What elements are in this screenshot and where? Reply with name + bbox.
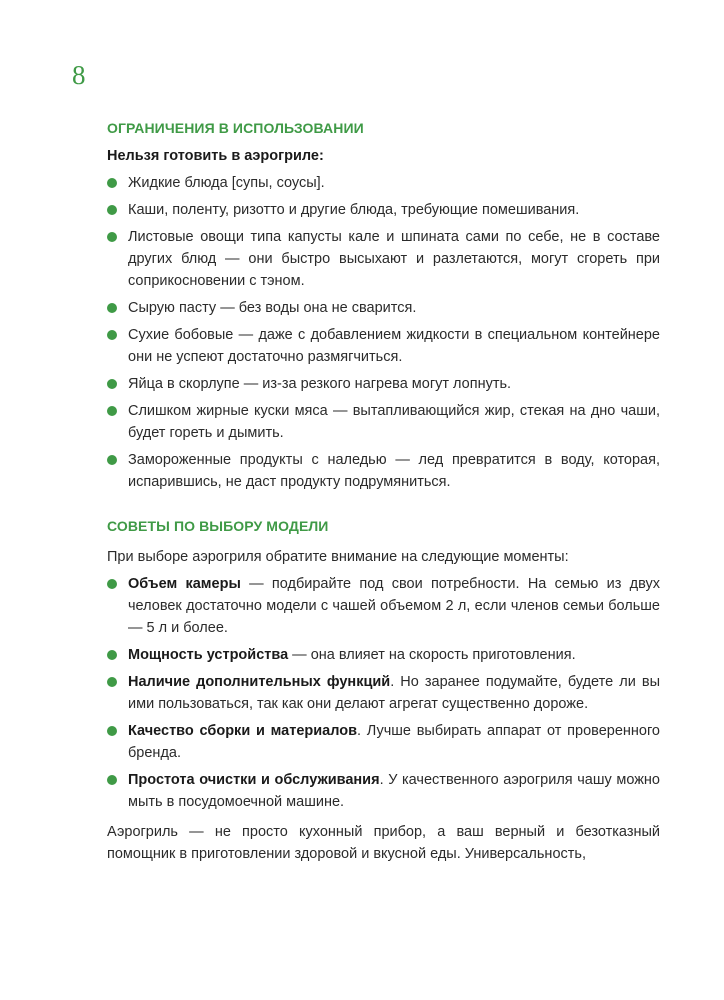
list-item-text: Сухие бобовые — даже с добавлением жидкости в специальном контейнере они не успеют достаточно размягчиться. bbox=[128, 327, 660, 365]
closing-paragraph: Аэрогриль — не просто кухонный прибор, а ваш верный и безотказный помощник в приготовлении здоровой и вкусной еды. Универсальность, bbox=[107, 824, 660, 862]
tip-term: Мощность устройства bbox=[128, 647, 289, 663]
page-content bbox=[107, 117, 660, 865]
list-item bbox=[107, 573, 660, 639]
list-item-text: Каши, поленту, ризотто и другие блюда, требующие помешивания. bbox=[128, 202, 580, 218]
list-item bbox=[107, 644, 660, 666]
list-item bbox=[107, 769, 660, 813]
bullet-dot-icon bbox=[107, 406, 117, 416]
tip-text: — она влияет на скорость приготовления. bbox=[288, 647, 576, 663]
bullet-dot-icon bbox=[107, 232, 117, 242]
tip-term: Наличие дополнительных функций bbox=[128, 674, 391, 690]
list-item bbox=[107, 324, 660, 368]
list-item-text: Листовые овощи типа капусты кале и шпината сами по себе, не в составе других блюд — они быстро высыхают и разлетаются, могут сгореть при соприкосновении с тэном. bbox=[128, 229, 660, 289]
tip-term: Объем камеры bbox=[128, 576, 241, 592]
list-item bbox=[107, 449, 660, 493]
list-item-text: Сырую пасту — без воды она не сварится. bbox=[128, 300, 417, 316]
list-item bbox=[107, 373, 660, 395]
bullet-dot-icon bbox=[107, 650, 117, 660]
tip-text: . Лучше выбирать аппарат от проверенного бренда. bbox=[128, 723, 660, 761]
bullet-dot-icon bbox=[107, 303, 117, 313]
bullet-dot-icon bbox=[107, 330, 117, 340]
intro-paragraph: При выборе аэрогриля обратите внимание на следующие моменты: bbox=[107, 549, 569, 565]
bullet-dot-icon bbox=[107, 677, 117, 687]
list-item-text: Слишком жирные куски мяса — вытапливающийся жир, стекая на дно чаши, будет гореть и дымить. bbox=[128, 403, 660, 441]
section-title-limitations: ОГРАНИЧЕНИЯ В ИСПОЛЬЗОВАНИИ bbox=[107, 120, 364, 136]
list-item bbox=[107, 400, 660, 444]
list-item bbox=[107, 199, 660, 221]
bullet-dot-icon bbox=[107, 726, 117, 736]
model-tips-list bbox=[107, 573, 660, 813]
bullet-dot-icon bbox=[107, 579, 117, 589]
tip-term: Качество сборки и материалов bbox=[128, 723, 358, 739]
bullet-dot-icon bbox=[107, 455, 117, 465]
list-item-text: Яйца в скорлупе — из-за резкого нагрева могут лопнуть. bbox=[128, 376, 512, 392]
list-item bbox=[107, 720, 660, 764]
limitations-list bbox=[107, 172, 660, 493]
page-number: 8 bbox=[72, 60, 86, 90]
list-item-text: Замороженные продукты с наледью — лед превратится в воду, которая, испарившись, не даст продукту подрумяниться. bbox=[128, 452, 660, 490]
list-item bbox=[107, 671, 660, 715]
section-title-model-tips: СОВЕТЫ ПО ВЫБОРУ МОДЕЛИ bbox=[107, 518, 329, 534]
tip-term: Простота очистки и обслуживания bbox=[128, 772, 380, 788]
bullet-dot-icon bbox=[107, 775, 117, 785]
bullet-dot-icon bbox=[107, 379, 117, 389]
list-item bbox=[107, 297, 660, 319]
subheading-cannot-cook: Нельзя готовить в аэрогриле: bbox=[107, 148, 324, 164]
tip-text: — подбирайте под свои потребности. На семью из двух человек достаточно модели с чашей объемом 2 л, если членов семьи больше — 5 л и более. bbox=[128, 576, 660, 636]
bullet-dot-icon bbox=[107, 205, 117, 215]
list-item bbox=[107, 172, 660, 194]
list-item bbox=[107, 226, 660, 292]
bullet-dot-icon bbox=[107, 178, 117, 188]
tip-text: . Но заранее подумайте, будете ли вы ими пользоваться, так как они делают агрегат существенно дороже. bbox=[128, 674, 660, 712]
list-item-text: Жидкие блюда [супы, соусы]. bbox=[128, 175, 325, 191]
tip-text: . У качественного аэрогриля чашу можно мыть в посудомоечной машине. bbox=[128, 772, 660, 810]
section-model-tips bbox=[107, 515, 660, 865]
